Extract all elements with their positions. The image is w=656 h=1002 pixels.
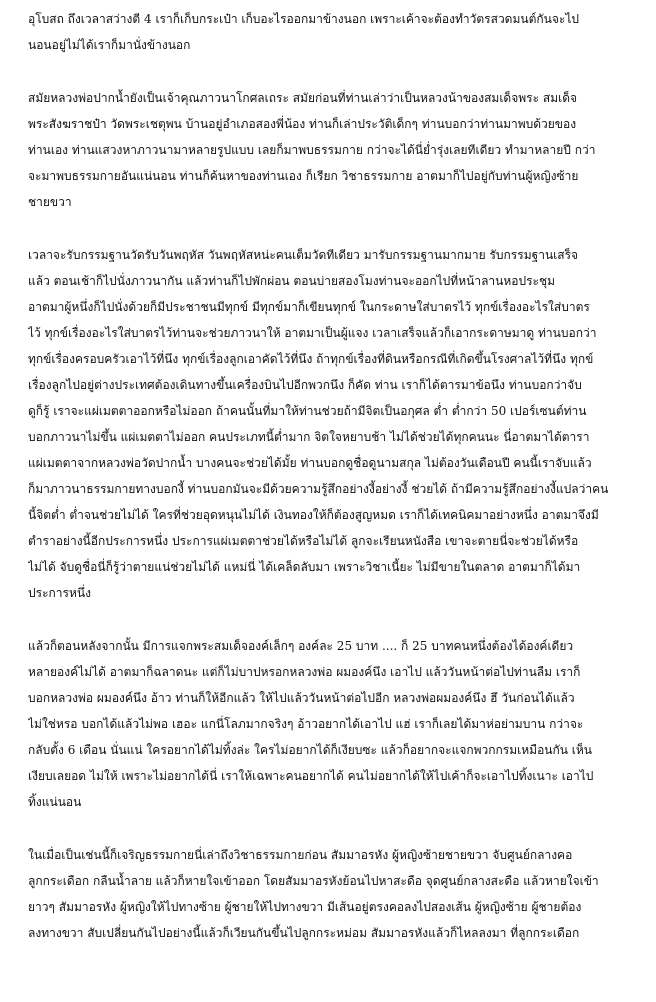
text-line: ประการหนึ่ง	[28, 586, 91, 600]
text-line: นี้จิตต่ำ ต่ำจนช่วยไม่ได้ ใครที่ช่วยอุดหนุนไม่ได้ เงินทองให้ก็ต้องสูญหมด เราก็ได้เทคนิคมาอย่างหนึ่ง อาตมาจึงมี	[28, 508, 599, 522]
text-line: อุโบสถ ถึงเวลาสว่างตี 4 เราก็เก็บกระเป๋า เก็บอะไรออกมาข้างนอก เพราะเค้าจะต้องทำวัตรสวดมนต์กันจะไป	[28, 12, 579, 26]
text-line: ทุกข์เรื่องครอบครัวเอาไว้ที่นึง ทุกข์เรื่องลูกเอาคัดไว้ที่นึง ถ้าทุกข์เรื่องที่ดินหรือกรณีที่เกิดขึ้นโรงศาลไว้ที่นึง ทุกข์	[28, 352, 594, 366]
text-line: สมัยหลวงพ่อปากน้ำยังเป็นเจ้าคุณภาวนาโกศลเถระ สมัยก่อนที่ท่านเล่าว่าเป็นหลวงน้าของสมเด็จพระ สมเด็จ	[28, 91, 578, 105]
text-line: จะมาพบธรรมกายอันแน่นอน ท่านก็ค้นหาของท่านเอง ก็เรียก วิชาธรรมกาย อาตมาก็ไปอยู่กับท่านผู้หญิงซ้าย	[28, 169, 579, 183]
paragraph-1	[28, 6, 628, 58]
text-line: แผ่เมตตาจากหลวงพ่อวัดปากน้ำ บางคนจะช่วยได้มั้ย ท่านบอกดูชื่อดูนามสกุล ไม่ต้องวันเดือนปี คนนี้เราจับแล้ว	[28, 456, 592, 470]
text-line: ลงทางขวา สับเปลี่ยนกันไปอย่างนี้แล้วก็เวียนกันขึ้นไปลูกกระหม่อม สัมมาอรหังแล้วก็ไหลลงมา ที่ลูกกระเดือก	[28, 926, 580, 940]
text-line: ไม่ได้ จับดูชื่อนี่ก็รู้ว่าตายแน่ช่วยไม่ได้ แหม่นี่ ได้เคล็ดลับมา เพราะวิชาเนี้ยะ ไม่มีขายในตลาด อาตมาก็ได้มา	[28, 560, 581, 574]
text-line: อาตมาผู้หนึ่งก็ไปนั่งด้วยก็มีประชาชนมีทุกข์ มีทุกข์มาก็เขียนทุกข์ ในกระดาษใส่บาตรไว้ ทุกข์เรื่องอะไรใส่บาตร	[28, 300, 590, 314]
text-line: ไว้ ทุกข์เรื่องอะไรใส่บาตรไว้ท่านจะช่วยภาวนาให้ อาตมาเป็นผู้แจง เวลาเสร็จแล้วก็เอากระดาษมาดู ท่านบอกว่า	[28, 326, 597, 340]
text-line: บอกภาวนาไม่ขึ้น แผ่เมตตาไม่ออก คนประเภทนี้ต่ำมาก จิตใจหยาบช้า ไม่ได้ช่วยได้ทุกคนนะ นี่อาตมาได้ตารา	[28, 430, 590, 444]
paragraph-5	[28, 842, 628, 946]
text-line: เรื่องลูกไปอยู่ต่างประเทศต้องเดินทางขึ้นเครื่องบินไปอีกพวกนึง ก็คัด ท่าน เราก็ได้ตารมาข้อนึง ท่านบอกว่าจับ	[28, 378, 582, 392]
paragraph-2	[28, 85, 628, 215]
text-line: ในเมื่อเป็นเช่นนี้ก็เจริญธรรมกายนี่เล่าถึงวิชาธรรมกายก่อน สัมมาอรหัง ผู้หญิงซ้ายชายขวา จับศูนย์กลางคอ	[28, 848, 573, 862]
text-line: เวลาจะรับกรรมฐานวัดรับวันพฤหัส วันพฤหัสหน่ะคนเต็มวัดทีเดียว มารับกรรมฐานมากมาย รับกรรมฐานเสร็จ	[28, 248, 579, 262]
text-line: นอนอยู่ไม่ได้เราก็มานั่งข้างนอก	[28, 38, 191, 52]
text-line: ทิ้งแน่นอน	[28, 795, 82, 809]
text-line: ยาวๆ สัมมาอรหัง ผู้หญิงให้ไปทางซ้าย ผู้ชายให้ไปทางขวา มีเส้นอยู่ตรงคอลงไปสองเส้น ผู้หญิงซ้าย ผู้ชายต้อง	[28, 900, 582, 914]
text-line: เงียบเลยอด ไม่ให้ เพราะไม่อยากได้นี่ เราให้เฉพาะคนอยากได้ คนไม่อยากได้ให้ไปเค้าก็จะเอาไปทิ้งเนาะ เอาไป	[28, 769, 594, 783]
text-line: แล้วก็ตอนหลังจากนั้น มีการแจกพระสมเด็จองค์เล็กๆ องค์ละ 25 บาท .... ก็ 25 บาทคนหนึ่งต้องได้องค์เดียว	[28, 639, 574, 653]
text-line: ดูก็รู้ เราจะแผ่เมตตาออกหรือไม่ออก ถ้าคนนั้นที่มาให้ท่านช่วยถ้ามีจิตเป็นอกุศล ต่ำ ต่ำกว่า 50 เปอร์เซนต์ท่าน	[28, 404, 587, 418]
text-line: พระสังฆราชป๋า วัดพระเชตุพน บ้านอยู่อำเภอสองพี่น้อง ท่านก็เล่าประวัติเด็กๆ ท่านบอกว่าท่านมาพบด้วยของ	[28, 117, 577, 131]
text-line: แล้ว ตอนเช้าก็ไปนั่งภาวนากัน แล้วท่านก็ไปพักผ่อน ตอนบ่ายสองโมงท่านจะออกไปที่หน้าลานหอประชุม	[28, 274, 556, 288]
document-page	[28, 6, 628, 973]
text-line: ก็มาภาวนาธรรมกายทางบอกงี้ ท่านบอกมันจะมีด้วยความรู้สึกอย่างงี้อย่างงี้ ช่วยได้ ถ้ามีความรู้สึกอย่างงี้แปลว่าคน	[28, 482, 609, 496]
paragraph-4	[28, 633, 628, 815]
text-line: ชายขวา	[28, 195, 72, 209]
text-line: หลายองค์ไม่ได้ อาตมาก็ฉลาดนะ แต่ก็ไม่บาปหรอกหลวงพ่อ ผมองค์นึง เอาไป แล้ววันหน้าต่อไปท่านลืม เราก็	[28, 665, 581, 679]
text-line: ท่านเอง ท่านแสวงหาภาวนามาหลายรูปแบบ เลยก็มาพบธรรมกาย กว่าจะได้นี่ยํ่ารุ่งเลยทีเดียว ทำมาหลายปี กว่า	[28, 143, 596, 157]
text-line: บอกหลวงพ่อ ผมองค์นึง อ้าว ท่านก็ให้อีกแล้ว ให้ไปแล้ววันหน้าต่อไปอีก หลวงพ่อผมองค์นึง ฮึ วันก่อนได้แล้ว	[28, 691, 575, 705]
text-line: กลับตั้ง 6 เดือน นั่นแน่ ใครอยากได้ไม่ทิ้งล่ะ ใครไม่อยากได้ก็เงียบซะ แล้วก็อยากจะแจกพวกกรมเหมือนกัน เห็น	[28, 743, 592, 757]
text-line: ลูกกระเดือก กลืนน้ำลาย แล้วก็หายใจเข้าออก โดยสัมมาอรหังย้อนไปหาสะดือ จุดศูนย์กลางสะดือ แล้วหายใจเข้า	[28, 874, 599, 888]
text-line: ไม่ใช่หรอ บอกได้แล้วไม่พอ เฮอะ แกนี่โลภมากจริงๆ อ้าวอยากได้เอาไป แฮ่ เราก็เลยได้มาห่อย่ามบาน กว่าจะ	[28, 717, 584, 731]
text-line: ตำราอย่างนี้อีกประการหนึ่ง ประการแผ่เมตตาช่วยได้หรือไม่ได้ ลูกจะเรียนหนังสือ เขาจะตายนี่จะช่วยได้หรือ	[28, 534, 579, 548]
paragraph-3	[28, 242, 628, 606]
